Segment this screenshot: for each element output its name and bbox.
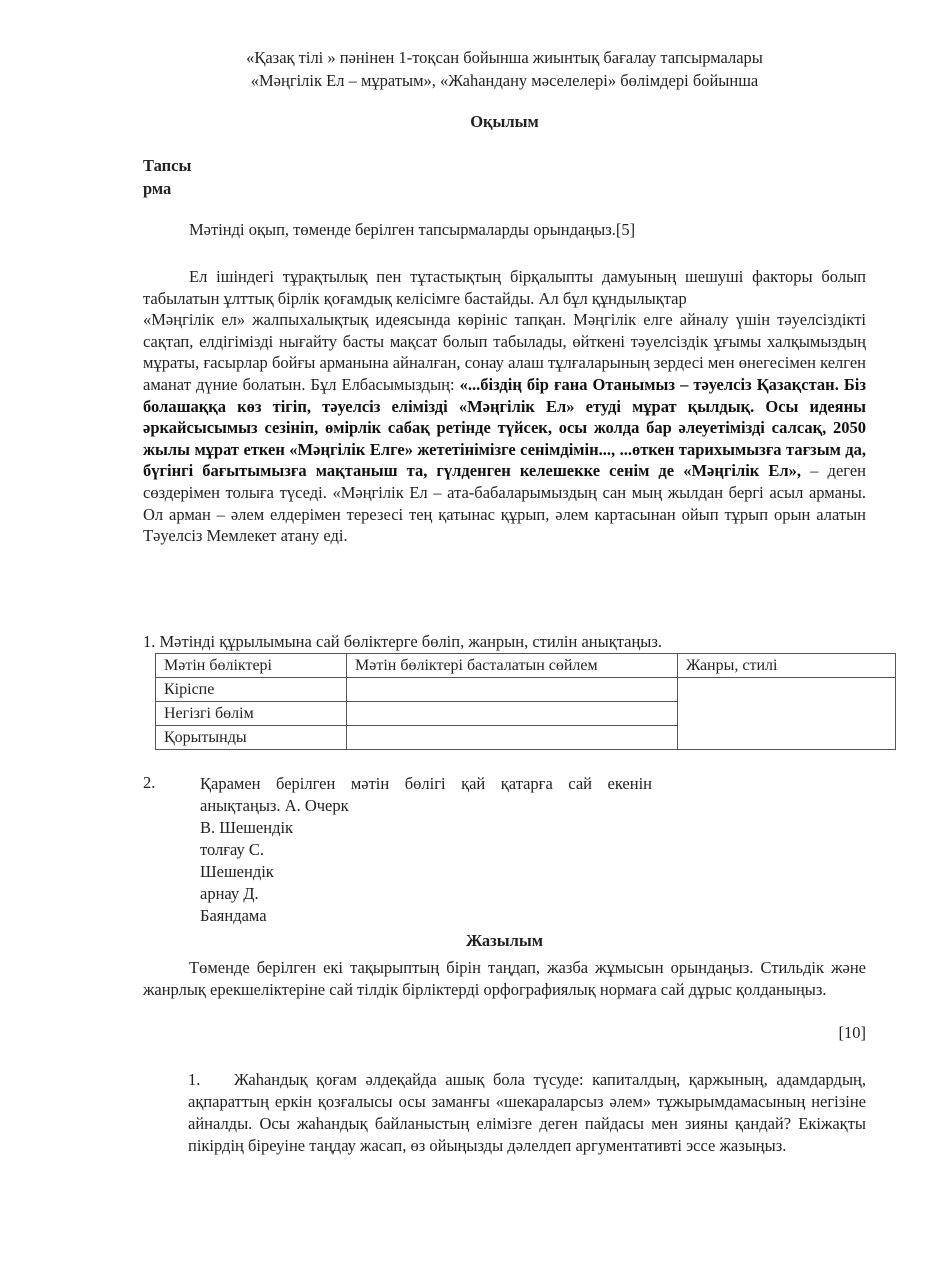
question-1-text: 1. Мәтінді құрылымына сай бөліктерге бөліп, жанрын, стилін анықтаңыз. — [143, 632, 663, 651]
reading-text — [143, 266, 866, 547]
writing-score: [10] — [838, 1023, 866, 1042]
question-2-line: Баяндама — [200, 906, 267, 925]
question-2-text — [200, 773, 652, 927]
reading-text-body — [143, 309, 866, 547]
task-label — [143, 154, 213, 200]
task-label-line-2: рма — [143, 179, 172, 198]
question-2-line: толғау С. — [200, 840, 265, 859]
essay-topic-text: Жаһандық қоғам әлдеқайда ашық бола түсуде: капиталдың, қаржының, адамдардың, ақпараттың еркін қозғалысы осы заманғы «шекараларсыз әлем» тұжырымдамасының негізіне айналды. Осы жаһандық байланыстың елімізге деген пайдасы мен зияны қандай? Екіжақты пікірдің біреуіне таңдау жасап, өз ойыңызды дәлелдеп аргументативті эссе жазыңыз. — [188, 1070, 866, 1155]
question-2-line: анықтаңыз. А. Очерк — [200, 796, 349, 815]
reading-text-part3: – деген сөздерімен толыға түседі. «Мәңгілік Ел – ата-бабаларымыздың сан мың жылдан бергі асыл арманы. Ол арман – әлем елдерімен терезесі тең қатынас құрып, әлем картасынан ойып тұрып орын алатын Тәуелсіз Мемлекет атану еді. — [143, 461, 866, 546]
reading-text-bold-quote: «...біздің бір ғана Отанымыз – тәуелсіз Қазақстан. Біз болашаққа көз тігіп, тәуелсіз елімізді «Мәңгілік Ел» етуді мұрат қылдық. Осы идеяны әркайсысымыз сезініп, өмірлік сабақ ретінде түйсек, осы жолда бар әлеуетімізді салсақ, 2050 жылы мұрат еткен «Мәңгілік Елге» жететінімізге сенімдімін..., ...өткен тарихымызға тағзым да, бүгінгі бағытымызға мақтаныш та, гүлденген келешекке сенім де «Мәңгілік Ел», — [143, 374, 866, 481]
reading-text-part1: Ел ішіндегі тұрақтылық пен тұтастықтың бірқалыпты дамуының шешуші факторы болып табылатын ұлттық бірлік қоғамдық келісімге бастайды. Ал бұл құндылықтар — [143, 267, 866, 308]
question-2-line: Шешендік — [200, 862, 274, 881]
essay-topic-number: 1. — [188, 1070, 201, 1089]
reading-text-part2: «Мәңгілік ел» жалпыхалықтық идеясында көрініс тапқан. Мәңгілік елге айналу үшін тәуелсіздікті сақтап, елдігімізді нығайту басты мақсат болып табылады, өйткені тәуелсіздік ұғымы халқымыздың мұраты, ғасырлар бойғы арманына айналған, сонау алаш тұлғаларының зердесі мен өнегесімен келген аманат дүние болатын. Бұл Елбасымыздың: — [143, 310, 866, 394]
question-2-line: В. Шешендік — [200, 818, 294, 837]
table-header-cell: Жанры, стилі — [678, 654, 896, 678]
table-cell: Қорытынды — [156, 726, 347, 750]
question-2-line: арнау Д. — [200, 884, 259, 903]
table-cell-empty — [347, 726, 678, 750]
question-2-line: Қарамен берілген мәтін бөлігі қай қатарға сай екенін — [200, 774, 652, 793]
structure-table — [155, 653, 896, 750]
table-header-cell: Мәтін бөліктері басталатын сөйлем — [347, 654, 678, 678]
writing-heading: Жазылым — [465, 931, 544, 950]
table-cell: Негізгі бөлім — [156, 702, 347, 726]
essay-topic-1 — [188, 1069, 866, 1157]
table-row — [156, 678, 896, 702]
table-cell-genre-empty — [678, 678, 896, 750]
question-2-number: 2. — [143, 773, 156, 792]
title-line-1: «Қазақ тілі » пәнінен 1-тоқсан бойынша жиынтық бағалау тапсырмалары — [246, 48, 763, 67]
table-header-cell: Мәтін бөліктері — [156, 654, 347, 678]
reading-instruction: Мәтінді оқып, төменде берілген тапсырмаларды орындаңыз.[5] — [189, 220, 636, 239]
table-cell: Кіріспе — [156, 678, 347, 702]
reading-heading: Оқылым — [470, 112, 539, 131]
task-label-line-1: Тапсы — [143, 156, 192, 175]
writing-instruction: Төменде берілген екі тақырыптың бірін таңдап, жазба жұмысын орындаңыз. Стильдік және жанрлық ерекшеліктеріне сай тілдік бірліктерді орфографиялық нормаға сай дұрыс қолданыңыз. — [143, 958, 866, 999]
document-title — [143, 46, 866, 92]
table-cell-empty — [347, 702, 678, 726]
title-line-2: «Мәңгілік Ел – мұратым», «Жаһандану мәселелері» бөлімдері бойынша — [250, 71, 759, 90]
table-header-row — [156, 654, 896, 678]
table-cell-empty — [347, 678, 678, 702]
